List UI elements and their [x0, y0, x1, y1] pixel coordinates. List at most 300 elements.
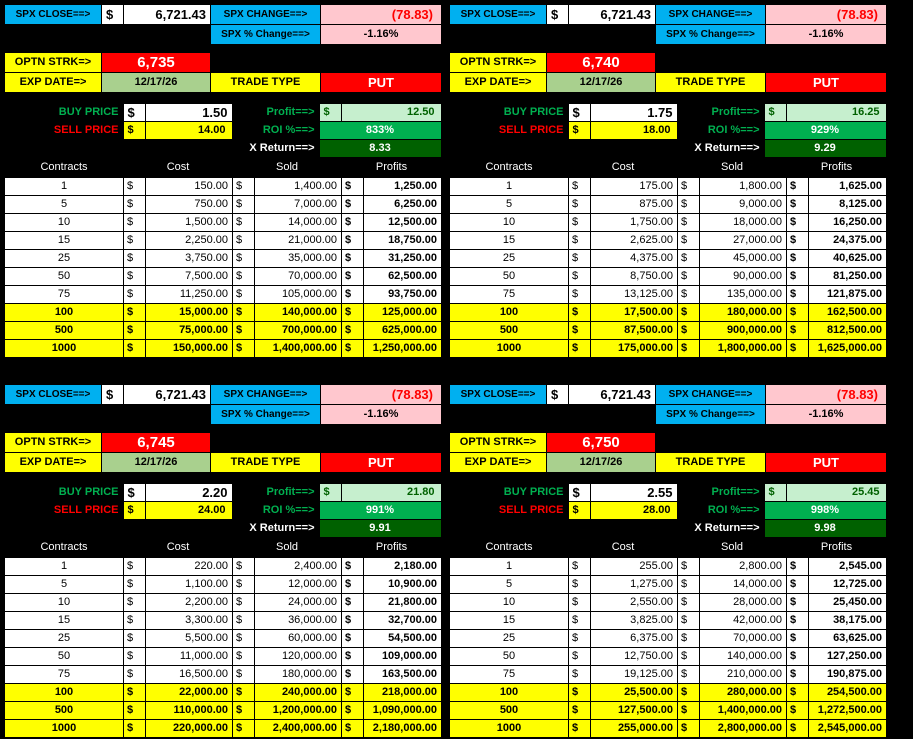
spx-change-value: (78.83) [766, 385, 887, 405]
x-return-row [4, 520, 441, 538]
cell-profit: 2,180.00 [364, 558, 442, 576]
spacer-cell [450, 405, 547, 425]
cell-sold-symbol: $ [678, 322, 700, 340]
spx-close-symbol: $ [102, 5, 124, 25]
cell-profit-symbol: $ [342, 684, 364, 702]
cell-contracts: 5 [450, 196, 569, 214]
cell-profit: 125,000.00 [364, 304, 442, 322]
col-profits: Profits [342, 158, 442, 178]
spacer-cell [102, 25, 124, 45]
cell-contracts: 100 [5, 684, 124, 702]
table-row [5, 268, 442, 286]
x-return-label: X Return==> [232, 520, 319, 538]
cell-contracts: 1 [5, 178, 124, 196]
table-row [450, 322, 887, 340]
option-panel [4, 384, 441, 739]
buy-price-row [4, 104, 441, 122]
cell-cost: 1,100.00 [146, 576, 233, 594]
sell-price-symbol: $ [123, 502, 145, 520]
spx-pct-change-value: -1.16% [321, 25, 442, 45]
col-sold: Sold [678, 158, 787, 178]
cell-sold: 70,000.00 [255, 268, 342, 286]
cell-sold: 180,000.00 [700, 304, 787, 322]
cell-profit: 254,500.00 [809, 684, 887, 702]
spacer-row [450, 425, 887, 433]
cell-profit-symbol: $ [342, 214, 364, 232]
cell-cost-symbol: $ [124, 630, 146, 648]
table-header-row [5, 538, 442, 558]
cell-sold-symbol: $ [233, 720, 255, 738]
cell-cost: 22,000.00 [146, 684, 233, 702]
spx-change-value: (78.83) [321, 385, 442, 405]
cell-profit: 190,875.00 [809, 666, 887, 684]
spacer-cell [656, 53, 766, 73]
profit-value: 16.25 [786, 104, 886, 122]
cell-profit: 2,545.00 [809, 558, 887, 576]
cell-cost-symbol: $ [569, 196, 591, 214]
cell-cost: 2,250.00 [146, 232, 233, 250]
cell-profit: 16,250.00 [809, 214, 887, 232]
cell-profit-symbol: $ [787, 250, 809, 268]
table-row [5, 340, 442, 358]
cell-sold-symbol: $ [233, 630, 255, 648]
contracts-table [4, 538, 442, 738]
cell-cost-symbol: $ [124, 666, 146, 684]
cell-profit: 1,272,500.00 [809, 702, 887, 720]
cell-sold-symbol: $ [678, 286, 700, 304]
exp-date-row [5, 73, 442, 93]
cell-profit: 24,375.00 [809, 232, 887, 250]
spx-pct-change-row [450, 405, 887, 425]
cell-contracts: 1 [450, 558, 569, 576]
cell-sold-symbol: $ [678, 630, 700, 648]
spx-close-row [5, 5, 442, 25]
cell-sold-symbol: $ [233, 214, 255, 232]
cell-sold: 14,000.00 [700, 576, 787, 594]
cell-profit: 12,500.00 [364, 214, 442, 232]
cell-sold: 42,000.00 [700, 612, 787, 630]
spx-close-symbol: $ [547, 5, 569, 25]
cell-cost-symbol: $ [569, 594, 591, 612]
profit-value: 12.50 [341, 104, 441, 122]
sell-price-value: 28.00 [590, 502, 677, 520]
cell-sold: 2,400.00 [255, 558, 342, 576]
cell-sold: 900,000.00 [700, 322, 787, 340]
cell-profit-symbol: $ [342, 702, 364, 720]
cell-profit: 8,125.00 [809, 196, 887, 214]
cell-cost: 3,750.00 [146, 250, 233, 268]
cell-sold: 1,400,000.00 [700, 702, 787, 720]
spacer-row [5, 425, 442, 433]
cell-sold-symbol: $ [233, 684, 255, 702]
option-panel [449, 4, 886, 376]
cell-sold: 27,000.00 [700, 232, 787, 250]
cell-sold-symbol: $ [233, 268, 255, 286]
sell-price-row [449, 502, 886, 520]
cell-profit: 812,500.00 [809, 322, 887, 340]
exp-date-row [450, 73, 887, 93]
col-cost: Cost [124, 158, 233, 178]
cell-profit: 6,250.00 [364, 196, 442, 214]
cell-contracts: 500 [450, 322, 569, 340]
cell-cost: 19,125.00 [591, 666, 678, 684]
cell-profit-symbol: $ [787, 304, 809, 322]
cell-contracts: 1 [450, 178, 569, 196]
cell-profit-symbol: $ [787, 720, 809, 738]
cell-cost: 3,300.00 [146, 612, 233, 630]
cell-cost: 255,000.00 [591, 720, 678, 738]
cell-sold-symbol: $ [233, 666, 255, 684]
profit-label: Profit==> [677, 104, 764, 122]
spx-change-value: (78.83) [766, 5, 887, 25]
sell-price-value: 14.00 [145, 122, 232, 140]
cell-contracts: 50 [450, 648, 569, 666]
buy-price-row [449, 484, 886, 502]
buy-price-label: BUY PRICE [4, 104, 123, 122]
spacer-cell [449, 520, 568, 538]
cell-profit-symbol: $ [787, 214, 809, 232]
cell-profit: 63,625.00 [809, 630, 887, 648]
trade-type-label: TRADE TYPE [211, 453, 321, 473]
cell-profit-symbol: $ [342, 232, 364, 250]
cell-contracts: 1000 [5, 340, 124, 358]
cell-cost: 16,500.00 [146, 666, 233, 684]
roi-label: ROI %==> [232, 502, 319, 520]
cell-sold-symbol: $ [678, 268, 700, 286]
cell-profit: 127,250.00 [809, 648, 887, 666]
table-row [450, 720, 887, 738]
spacer-cell [4, 520, 123, 538]
spx-pct-change-label: SPX % Change==> [656, 405, 766, 425]
spx-pct-change-value: -1.16% [766, 25, 887, 45]
cell-contracts: 75 [5, 666, 124, 684]
strike-row [5, 433, 442, 453]
cell-cost-symbol: $ [124, 576, 146, 594]
cell-contracts: 75 [450, 286, 569, 304]
cell-sold-symbol: $ [233, 612, 255, 630]
cell-sold-symbol: $ [678, 232, 700, 250]
option-panel [449, 384, 886, 739]
trade-type-value: PUT [766, 73, 887, 93]
table-row [450, 648, 887, 666]
cell-cost-symbol: $ [124, 684, 146, 702]
cell-cost: 15,000.00 [146, 304, 233, 322]
cell-cost: 220,000.00 [146, 720, 233, 738]
cell-cost: 75,000.00 [146, 322, 233, 340]
trade-type-value: PUT [766, 453, 887, 473]
spacer-cell [5, 25, 102, 45]
cell-profit: 25,450.00 [809, 594, 887, 612]
buy-price-value: 1.75 [590, 104, 677, 122]
table-row [5, 684, 442, 702]
cell-contracts: 10 [5, 594, 124, 612]
cell-contracts: 500 [5, 702, 124, 720]
buy-price-label: BUY PRICE [449, 104, 568, 122]
cell-profit: 12,725.00 [809, 576, 887, 594]
cell-contracts: 50 [5, 268, 124, 286]
col-contracts: Contracts [5, 158, 124, 178]
cell-cost: 1,500.00 [146, 214, 233, 232]
cell-sold-symbol: $ [233, 322, 255, 340]
cell-contracts: 25 [5, 630, 124, 648]
spacer-cell [569, 25, 656, 45]
profit-label: Profit==> [232, 484, 319, 502]
spacer-cell [568, 140, 590, 158]
cell-profit-symbol: $ [787, 612, 809, 630]
exp-date-value: 12/17/26 [547, 73, 656, 93]
x-return-label: X Return==> [677, 520, 764, 538]
optn-strk-value: 6,745 [102, 433, 211, 453]
table-row [5, 648, 442, 666]
cell-contracts: 10 [450, 594, 569, 612]
buy-price-row [4, 484, 441, 502]
spacer-cell [321, 53, 442, 73]
optn-strk-label: OPTN STRK=> [5, 433, 102, 453]
cell-sold: 2,400,000.00 [255, 720, 342, 738]
cell-cost-symbol: $ [124, 594, 146, 612]
cell-cost: 11,000.00 [146, 648, 233, 666]
table-row [5, 304, 442, 322]
cell-sold-symbol: $ [678, 648, 700, 666]
section-spacer [449, 473, 886, 483]
cell-profit-symbol: $ [787, 268, 809, 286]
cell-cost-symbol: $ [569, 340, 591, 358]
cell-sold-symbol: $ [678, 612, 700, 630]
exp-date-label: EXP DATE=> [5, 453, 102, 473]
cell-cost-symbol: $ [124, 178, 146, 196]
col-sold: Sold [678, 538, 787, 558]
exp-date-label: EXP DATE=> [450, 453, 547, 473]
spx-close-value: 6,721.43 [569, 385, 656, 405]
cell-cost: 87,500.00 [591, 322, 678, 340]
cell-profit: 2,545,000.00 [809, 720, 887, 738]
exp-date-label: EXP DATE=> [450, 73, 547, 93]
cell-cost-symbol: $ [124, 214, 146, 232]
cell-profit-symbol: $ [787, 322, 809, 340]
spx-pct-change-label: SPX % Change==> [656, 25, 766, 45]
cell-cost: 25,500.00 [591, 684, 678, 702]
cell-cost-symbol: $ [569, 232, 591, 250]
cell-sold: 105,000.00 [255, 286, 342, 304]
section-spacer [4, 93, 441, 103]
spacer-cell [656, 433, 766, 453]
cell-profit: 218,000.00 [364, 684, 442, 702]
cell-cost-symbol: $ [124, 702, 146, 720]
optn-strk-label: OPTN STRK=> [450, 433, 547, 453]
cell-cost: 255.00 [591, 558, 678, 576]
buy-price-symbol: $ [123, 104, 145, 122]
cell-sold: 12,000.00 [255, 576, 342, 594]
spacer-cell [321, 433, 442, 453]
cell-contracts: 100 [5, 304, 124, 322]
spacer-cell [766, 433, 887, 453]
spx-close-label: SPX CLOSE==> [450, 5, 547, 25]
x-return-value: 9.91 [319, 520, 441, 538]
spacer-row [5, 45, 442, 53]
cell-contracts: 1 [5, 558, 124, 576]
cell-profit-symbol: $ [342, 666, 364, 684]
cell-sold: 2,800,000.00 [700, 720, 787, 738]
x-return-value: 9.29 [764, 140, 886, 158]
option-panel [4, 4, 441, 376]
cell-sold-symbol: $ [233, 648, 255, 666]
spacer-cell [5, 405, 102, 425]
cell-sold-symbol: $ [678, 576, 700, 594]
table-row [450, 214, 887, 232]
spacer-cell [124, 25, 211, 45]
spx-close-label: SPX CLOSE==> [5, 385, 102, 405]
optn-strk-value: 6,735 [102, 53, 211, 73]
profit-symbol: $ [764, 104, 786, 122]
profit-label: Profit==> [677, 484, 764, 502]
cell-sold: 1,800,000.00 [700, 340, 787, 358]
cell-sold-symbol: $ [678, 702, 700, 720]
col-contracts: Contracts [450, 538, 569, 558]
panel-header-table [449, 384, 887, 473]
cell-cost-symbol: $ [569, 250, 591, 268]
cell-cost: 110,000.00 [146, 702, 233, 720]
exp-date-row [450, 453, 887, 473]
cell-profit-symbol: $ [342, 286, 364, 304]
spx-pct-change-row [5, 405, 442, 425]
cell-cost: 17,500.00 [591, 304, 678, 322]
roi-label: ROI %==> [677, 502, 764, 520]
x-return-value: 8.33 [319, 140, 441, 158]
cell-contracts: 15 [5, 232, 124, 250]
cell-profit: 1,625.00 [809, 178, 887, 196]
spx-close-symbol: $ [547, 385, 569, 405]
sell-price-value: 24.00 [145, 502, 232, 520]
table-row [450, 666, 887, 684]
spx-close-row [5, 385, 442, 405]
cell-contracts: 15 [450, 612, 569, 630]
cell-profit-symbol: $ [342, 322, 364, 340]
cell-profit-symbol: $ [342, 178, 364, 196]
cell-contracts: 100 [450, 684, 569, 702]
spx-close-value: 6,721.43 [569, 5, 656, 25]
cell-profit-symbol: $ [342, 594, 364, 612]
cell-cost-symbol: $ [124, 268, 146, 286]
cell-cost-symbol: $ [124, 720, 146, 738]
cell-cost: 875.00 [591, 196, 678, 214]
table-row [450, 558, 887, 576]
exp-date-value: 12/17/26 [102, 73, 211, 93]
cell-sold: 280,000.00 [700, 684, 787, 702]
cell-cost-symbol: $ [569, 178, 591, 196]
cell-contracts: 50 [450, 268, 569, 286]
cell-sold: 7,000.00 [255, 196, 342, 214]
cell-profit: 1,625,000.00 [809, 340, 887, 358]
exp-date-label: EXP DATE=> [5, 73, 102, 93]
table-row [5, 630, 442, 648]
cell-cost-symbol: $ [124, 196, 146, 214]
cell-cost: 127,500.00 [591, 702, 678, 720]
cell-cost-symbol: $ [569, 322, 591, 340]
table-row [450, 684, 887, 702]
buy-price-value: 1.50 [145, 104, 232, 122]
cell-profit-symbol: $ [787, 630, 809, 648]
cell-profit: 81,250.00 [809, 268, 887, 286]
table-row [5, 250, 442, 268]
x-return-row [449, 140, 886, 158]
cell-sold: 240,000.00 [255, 684, 342, 702]
cell-sold-symbol: $ [678, 178, 700, 196]
spacer-cell [450, 25, 547, 45]
table-row [450, 612, 887, 630]
cell-sold: 140,000.00 [255, 304, 342, 322]
strike-row [450, 53, 887, 73]
spx-pct-change-label: SPX % Change==> [211, 25, 321, 45]
buy-price-value: 2.20 [145, 484, 232, 502]
cell-profit-symbol: $ [787, 576, 809, 594]
cell-contracts: 500 [450, 702, 569, 720]
col-profits: Profits [787, 158, 887, 178]
spacer-cell [124, 405, 211, 425]
cell-cost: 11,250.00 [146, 286, 233, 304]
cell-profit-symbol: $ [787, 594, 809, 612]
cell-cost-symbol: $ [569, 268, 591, 286]
cell-sold-symbol: $ [233, 178, 255, 196]
trade-type-label: TRADE TYPE [656, 453, 766, 473]
cell-sold-symbol: $ [233, 594, 255, 612]
cell-cost-symbol: $ [569, 286, 591, 304]
cell-sold-symbol: $ [233, 286, 255, 304]
cell-profit: 121,875.00 [809, 286, 887, 304]
cell-sold: 70,000.00 [700, 630, 787, 648]
cell-profit-symbol: $ [787, 232, 809, 250]
cell-profit: 93,750.00 [364, 286, 442, 304]
spx-pct-change-value: -1.16% [766, 405, 887, 425]
cell-cost-symbol: $ [569, 648, 591, 666]
cell-profit-symbol: $ [787, 684, 809, 702]
cell-sold-symbol: $ [678, 214, 700, 232]
cell-cost-symbol: $ [124, 232, 146, 250]
spacer-row [450, 45, 887, 53]
contracts-table [449, 538, 887, 738]
cell-cost: 4,375.00 [591, 250, 678, 268]
cell-cost: 175,000.00 [591, 340, 678, 358]
trade-type-label: TRADE TYPE [656, 73, 766, 93]
col-cost: Cost [569, 538, 678, 558]
spacer-cell [449, 140, 568, 158]
spx-close-symbol: $ [102, 385, 124, 405]
cell-sold: 35,000.00 [255, 250, 342, 268]
cell-sold: 9,000.00 [700, 196, 787, 214]
cell-cost: 2,200.00 [146, 594, 233, 612]
cell-cost: 1,275.00 [591, 576, 678, 594]
cell-cost-symbol: $ [569, 666, 591, 684]
exp-date-value: 12/17/26 [102, 453, 211, 473]
cell-cost-symbol: $ [124, 648, 146, 666]
cell-sold-symbol: $ [233, 304, 255, 322]
table-row [5, 322, 442, 340]
cell-cost: 6,375.00 [591, 630, 678, 648]
cell-profit-symbol: $ [342, 576, 364, 594]
col-cost: Cost [124, 538, 233, 558]
table-row [5, 666, 442, 684]
cell-sold-symbol: $ [678, 558, 700, 576]
spacer-cell [590, 520, 677, 538]
cell-profit: 21,800.00 [364, 594, 442, 612]
cell-cost: 3,825.00 [591, 612, 678, 630]
cell-profit: 40,625.00 [809, 250, 887, 268]
cell-cost: 150,000.00 [146, 340, 233, 358]
spx-pct-change-label: SPX % Change==> [211, 405, 321, 425]
panel-header-table [449, 4, 887, 93]
buy-price-symbol: $ [568, 104, 590, 122]
cell-cost-symbol: $ [124, 558, 146, 576]
strike-row [450, 433, 887, 453]
